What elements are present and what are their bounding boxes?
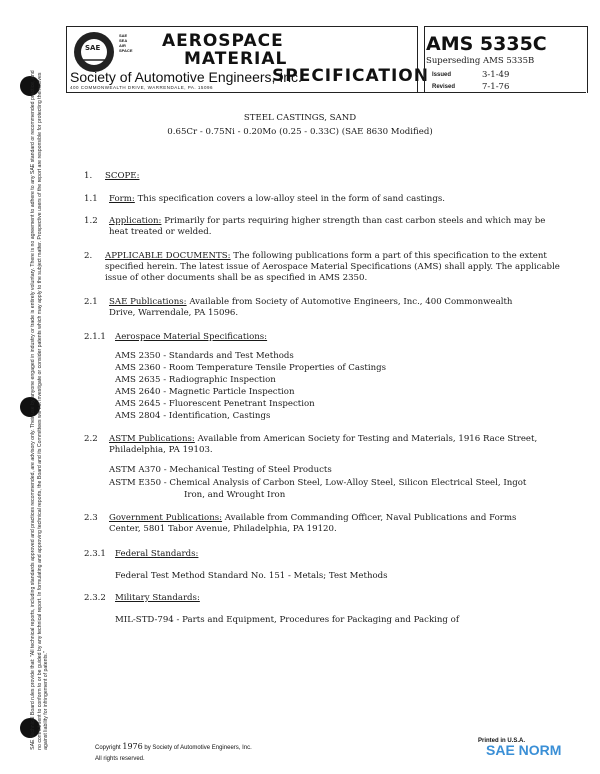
copyright-year: 1976 [122, 742, 143, 751]
copyright-label: Copyright [95, 745, 121, 751]
astm-e350: ASTM E350 - Chemical Analysis of Carbon Steel, Low-Alloy Steel, Silicon Electrical Steel, Ingot [109, 478, 527, 488]
ams-list-item: AMS 2360 - Room Temperature Tensile Properties of Castings [115, 363, 387, 373]
section-2-2-head: ASTM Publications: [109, 434, 195, 444]
section-2-3-1-number: 2.3.1 [84, 549, 106, 559]
title-aerospace: AEROSPACE [162, 31, 284, 51]
society-address: 400 COMMONWEALTH DRIVE, WARRENDALE, PA. 15096 [70, 85, 213, 90]
section-1-2-head: Application: [109, 216, 162, 226]
section-2-1-number: 2.1 [84, 297, 98, 307]
ams-list-item: AMS 2350 - Standards and Test Methods [115, 351, 294, 361]
revised-date: 7-1-76 [482, 82, 510, 92]
doc-subtitle: 0.65Cr - 0.75Ni - 0.20Mo (0.25 - 0.33C) (SAE 8630 Modified) [167, 127, 433, 137]
doc-title: STEEL CASTINGS, SAND [243, 113, 357, 123]
section-1-2 [109, 216, 559, 238]
section-2-1 [109, 297, 529, 319]
section-2-1-1-head: Aerospace Material Specifications: [115, 332, 268, 342]
section-1-1 [109, 194, 445, 205]
issued-date: 3-1-49 [482, 70, 510, 80]
astm-e350-cont: Iron, and Wrought Iron [184, 490, 286, 500]
astm-a370: ASTM A370 - Mechanical Testing of Steel Products [109, 465, 332, 475]
superseding: Superseding AMS 5335B [426, 56, 535, 66]
issued-label: Issued [432, 72, 452, 78]
section-2-3 [109, 513, 549, 535]
section-2-3-head: Government Publications: [109, 513, 223, 523]
sae-norm-watermark: SAE NORM [486, 742, 562, 758]
ams-list-item: AMS 2640 - Magnetic Particle Inspection [115, 387, 295, 397]
section-2-text: The following publications form a part of this specification to the extent specified herein. The latest issue of Aerospace Material Specifications (AMS) shall apply. The applicable issue of other documents shall be as specified in AMS 2350. [105, 251, 560, 283]
society-name: Society of Automotive Engineers, Inc. [70, 69, 302, 85]
section-1-2-number: 1.2 [84, 216, 98, 226]
title-material: MATERIAL [184, 49, 288, 69]
section-2-1-1-number: 2.1.1 [84, 332, 106, 342]
section-2-2-number: 2.2 [84, 434, 98, 444]
section-1-title: SCOPE: [105, 171, 140, 181]
section-2-2-text: Available from American Society for Testing and Materials, 1916 Race Street, Philadelphia, PA 19103. [109, 434, 538, 455]
section-2-3-1-head: Federal Standards: [115, 549, 199, 559]
section-2-1-text: Available from Society of Automotive Engineers, Inc., 400 Commonwealth Drive, Warrendale, PA 15096. [109, 297, 513, 318]
section-1-1-number: 1.1 [84, 194, 98, 204]
section-2-1-head: SAE Publications: [109, 297, 187, 307]
section-2-2 [109, 434, 561, 456]
section-2-number: 2. [84, 251, 93, 261]
ams-list-item: AMS 2645 - Fluorescent Penetrant Inspection [115, 399, 315, 409]
logo-caption: SAE SEA AIR SPACE [119, 33, 133, 53]
federal-standard: Federal Test Method Standard No. 151 - Metals; Test Methods [115, 571, 388, 581]
section-2 [105, 251, 561, 284]
section-2-3-2-head: Military Standards: [115, 593, 200, 603]
section-2-head: APPLICABLE DOCUMENTS: [105, 251, 231, 261]
printed-in: Printed in U.S.A. [478, 738, 526, 744]
section-2-3-number: 2.3 [84, 513, 98, 523]
sidebar-disclaimer: SAE Technical Board rules provide that: "All technical reports, including standards approved and practices recommended, are advisory only. Their use by anyone engaged in industry or trade is entirely voluntary. There is no agreement to adhere to any SAE standard or recommended practice, and no commitment to conform to or be guided by any technical report. In formulating and approving technical reports, the Board and its Committees will not investigate or consider patents which may apply to the subject matter. Prospective users of the report are responsible for protecting themselves against liability for infringement of patents." [30, 70, 50, 750]
copyright [95, 742, 252, 751]
section-2-3-2-number: 2.3.2 [84, 593, 106, 603]
svg-text:SAE: SAE [85, 44, 101, 52]
military-standard: MIL-STD-794 - Parts and Equipment, Procedures for Packaging and Packing of [115, 615, 460, 625]
sae-logo-icon [72, 30, 116, 74]
section-1-2-text: Primarily for parts requiring higher strength than cast carbon steels and which may be heat treated or welded. [109, 216, 546, 237]
section-1-1-text: This specification covers a low-alloy steel in the form of sand castings. [137, 194, 445, 204]
header-rule [66, 92, 586, 93]
revised-label: Revised [432, 84, 456, 90]
ams-number: AMS 5335C [426, 33, 547, 55]
ams-list-item: AMS 2635 - Radiographic Inspection [115, 375, 276, 385]
copyright-owner: by Society of Automotive Engineers, Inc. [144, 745, 252, 751]
section-1-number: 1. [84, 171, 93, 181]
rights-reserved: All rights reserved. [95, 756, 145, 762]
ams-list-item: AMS 2804 - Identification, Castings [115, 411, 271, 421]
title-specification: SPECIFICATION [272, 66, 429, 86]
section-2-3-text: Available from Commanding Officer, Naval Publications and Forms Center, 5801 Tabor Avenue, Philadelphia, PA 19120. [109, 513, 517, 534]
section-1-1-head: Form: [109, 194, 135, 204]
